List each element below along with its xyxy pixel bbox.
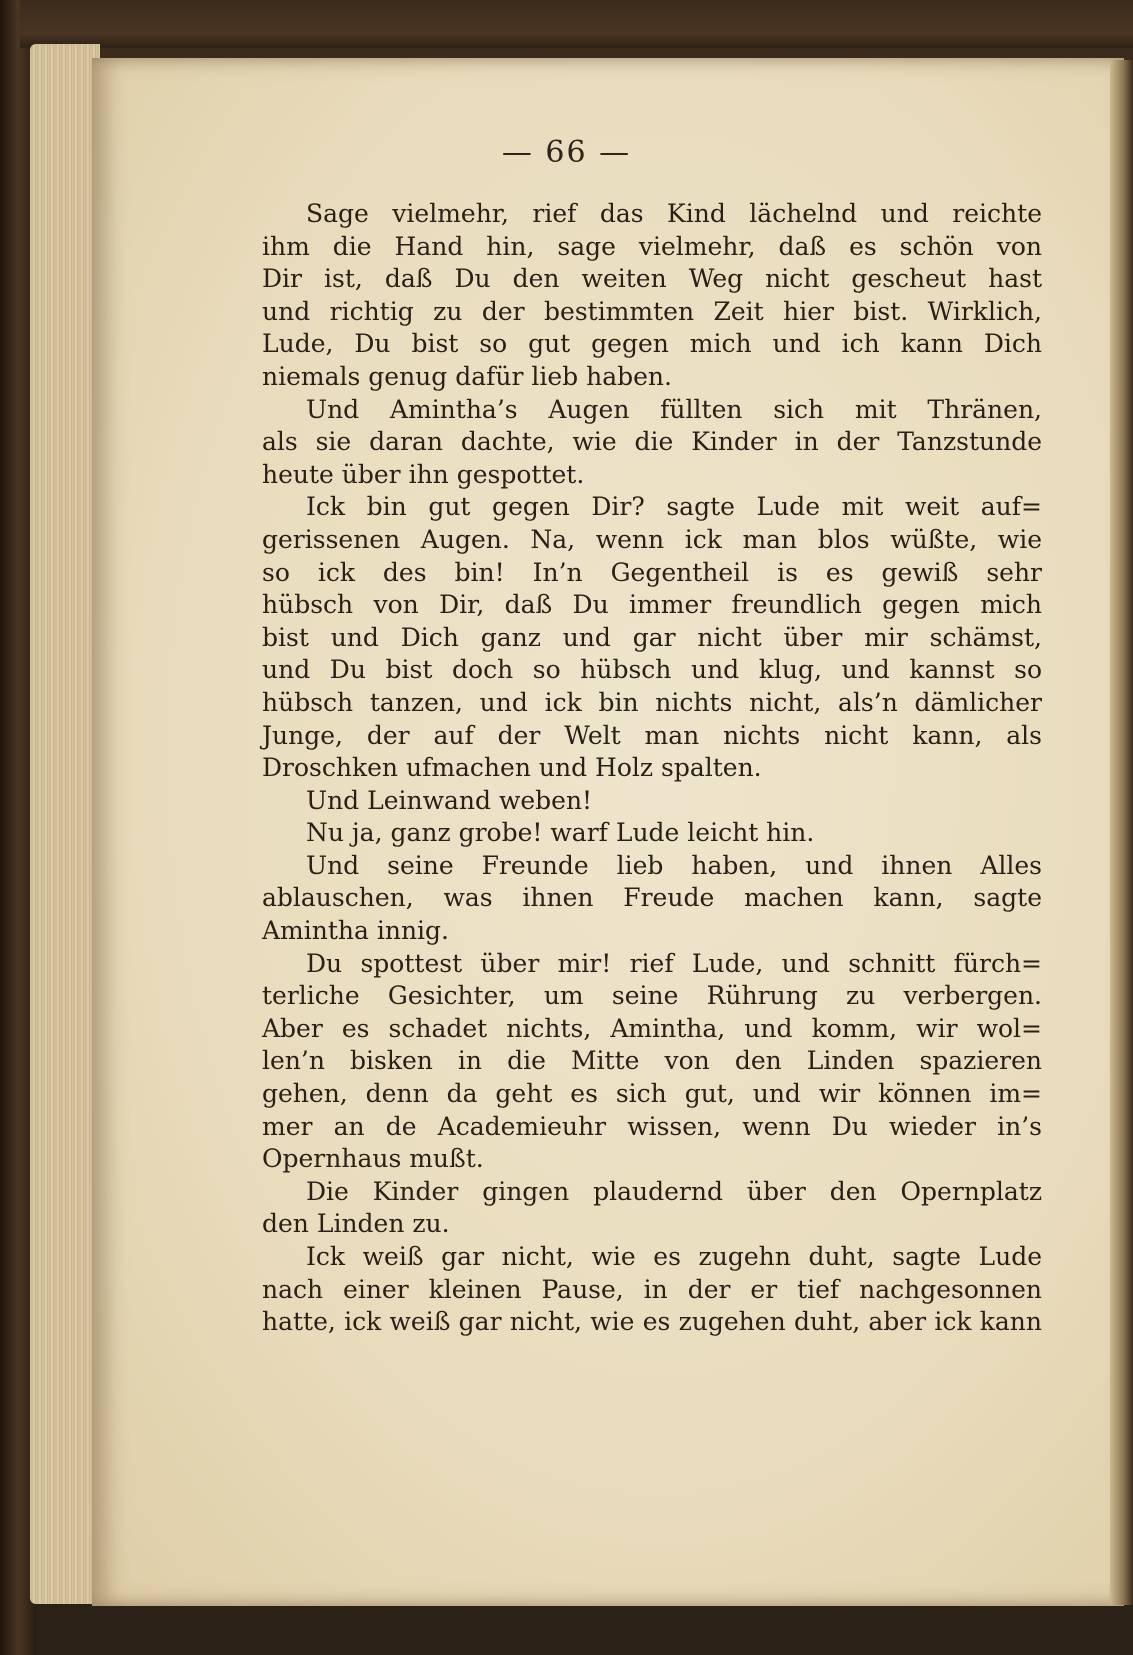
text-line: heute über ihn gespottet. [262,459,585,489]
text-line: Dir ist, daß Du den weiten Weg nicht gescheut hast [262,264,1042,294]
text-line: gehen, denn da geht es sich gut, und wir können im= [262,1079,1042,1109]
page-number: — 66 — [501,135,632,170]
text-line: len’n bisken in die Mitte von den Linden spazieren [262,1046,1042,1076]
text-line: Und Amintha’s Augen füllten sich mit Thränen, [306,394,1042,424]
text-line: Und seine Freunde lieb haben, und ihnen Alles [306,850,1042,880]
text-line: nach einer kleinen Pause, in der er tief nachgesonnen [262,1274,1042,1304]
text-line: Ick weiß gar nicht, wie es zugehn duht, sagte Lude [306,1242,1042,1271]
text-line: Du spottest über mir! rief Lude, und schnitt fürch= [306,948,1042,978]
text-line: und richtig zu der bestimmten Zeit hier bist. Wirklich, [262,296,1042,326]
text-line: Ick bin gut gegen Dir? sagte Lude mit weit auf= [306,492,1042,522]
text-line: Lude, Du bist so gut gegen mich und ich kann Dich [262,329,1042,359]
text-line: bist und Dich ganz und gar nicht über mir schämst, [262,622,1042,652]
page-stack-edge [30,44,100,1604]
text-line: gerissenen Augen. Na, wenn ick man blos wüßte, wie [262,524,1042,554]
text-line: terliche Gesichter, um seine Rührung zu verbergen. [262,981,1042,1011]
text-line: niemals genug dafür lieb haben. [262,361,672,391]
text-line: Opernhaus mußt. [262,1144,484,1174]
text-line: mer an de Academieuhr wissen, wenn Du wieder in’s [262,1111,1042,1141]
text-line: ihm die Hand hin, sage vielmehr, daß es schön von [262,231,1042,261]
text-line: hübsch tanzen, und ick bin nichts nicht, als’n dämlicher [262,687,1042,717]
text-line: Amintha innig. [262,916,449,946]
text-line: und Du bist doch so hübsch und klug, und kannst so [262,655,1042,685]
book-cover-top-edge [20,0,1133,48]
text-line: so ick des bin! In’n Gegentheil is es gewiß sehr [262,557,1042,587]
text-line: den Linden zu. [262,1209,450,1239]
text-line: Und Leinwand weben! [306,785,593,815]
text-line: ablauschen, was ihnen Freude machen kann, sagte [262,883,1042,913]
text-line: Droschken ufmachen und Holz spalten. [262,753,762,783]
body-text [262,198,1042,1339]
text-line: als sie daran dachte, wie die Kinder in der Tanzstunde [262,427,1042,457]
page-gutter-right [1110,60,1133,1605]
text-line: Sage vielmehr, rief das Kind lächelnd und reichte [306,199,1042,228]
text-line: Nu ja, ganz grobe! warf Lude leicht hin. [306,818,815,848]
text-line: hatte, ick weiß gar nicht, wie es zugehen duht, aber ick kann [262,1307,1042,1337]
text-line: Die Kinder gingen plaudernd über den Opernplatz [306,1176,1042,1206]
text-line: hübsch von Dir, daß Du immer freundlich gegen mich [262,590,1042,620]
text-line: Junge, der auf der Welt man nichts nicht kann, als [262,720,1042,750]
text-line: Aber es schadet nichts, Amintha, und komm, wir wol= [262,1013,1042,1043]
